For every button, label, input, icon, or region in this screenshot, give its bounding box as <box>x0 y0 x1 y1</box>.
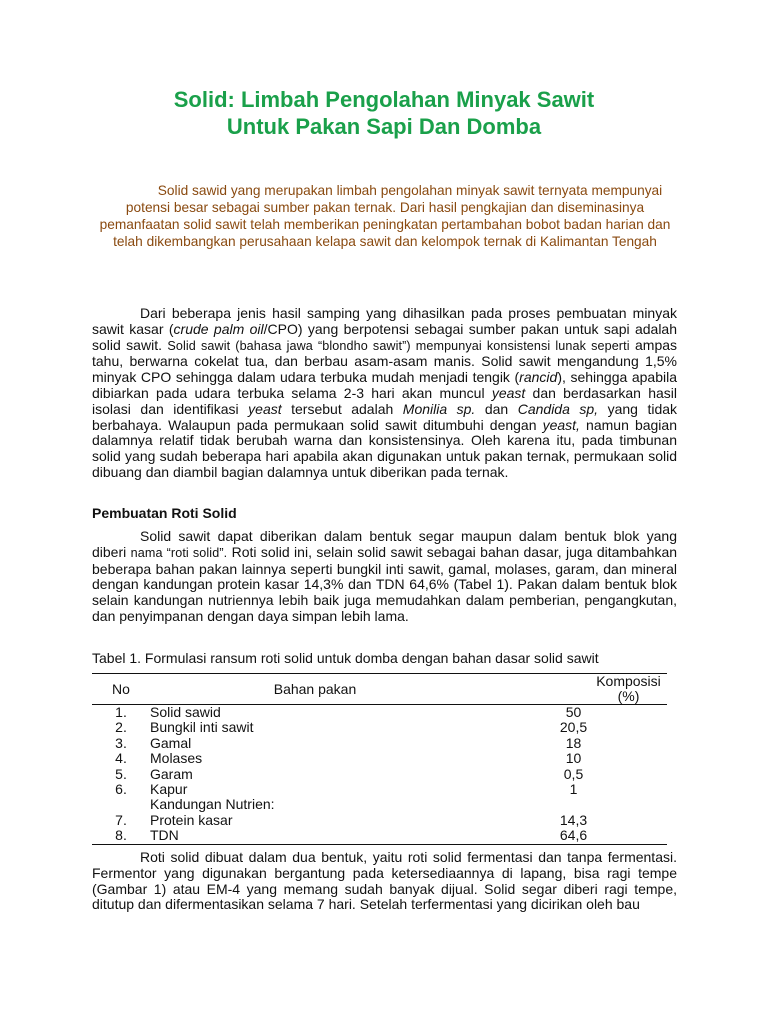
table-header-row <box>92 674 667 705</box>
header-no: No <box>112 680 130 697</box>
title-line-2: Untuk Pakan Sapi Dan Domba <box>226 114 542 139</box>
paragraph-intro: Dari beberapa jenis hasil samping yang dihasilkan pada proses pembuatan minyak sawit kasar (crude palm oil/CPO) yang berpotensi sebagai sumber pakan untuk sapi adalah solid sawit. Solid sawit (bahasa jawa “blondho sawit”) mempunyai konsistensi lunak seperti ampas tahu, berwarna cokelat tua, dan berbau asam-asam manis. Solid sawit mengandung 1,5% minyak CPO sehingga dalam udara terbuka mudah menjadi tengik (rancid), sehingga apabila dibiarkan pada udara terbuka selama 2-3 hari akan muncul yeast dan berdasarkan hasil isolasi dan identifikasi yeast tersebut adalah Monilia sp. dan Candida sp, yang tidak berbahaya. Walaupun pada permukaan solid sawit ditumbuhi dengan yeast, namun bagian dalamnya relatif tidak berubah warna dan konsistensinya. Oleh karena itu, pada timbunan solid yang sudah beberapa hari apabila akan digunakan untuk pakan ternak, permukaan solid dibuang dan diambil bagian dalamnya untuk diberikan pada ternak. <box>92 305 678 480</box>
table-row: 2. Bungkil inti sawit 20,5 <box>115 719 588 736</box>
blondho-note: Solid sawit (bahasa jawa “blondho sawit”) mempunyai konsistensi lunak seperti <box>167 338 630 353</box>
page-title <box>0 86 768 140</box>
table-row: 7. Protein kasar 14,3 <box>115 811 588 828</box>
paragraph-roti-solid: Solid sawit dapat diberikan dalam bentuk segar maupun dalam bentuk blok yang diberi nama “roti solid”. Roti solid ini, selain solid sawit sebagai bahan dasar, juga ditambahkan beberapa bahan pakan lainnya seperti bungkil inti sawit, gamal, molases, garam, dan mineral dengan kandungan protein kasar 14,3% dan TDN 64,6% (Tabel 1). Pakan dalam bentuk blok selain kandungan nutriennya lebih baik juga memudahkan dalam pemberian, pengangkutan, dan penyimpanan dengan daya simpan lebih lama. <box>92 528 678 624</box>
abstract-text: Solid sawid yang merupakan limbah pengolahan minyak sawit ternyata mempunyai potensi besar sebagai sumber pakan ternak. Dari hasil pengkajian dan diseminasinya pemanfaatan solid sawit telah memberikan peningkatan pertambahan bobot badan harian dan telah dikembangkan perusahaan kelapa sawit dan kelompok ternak di Kalimantan Tengah <box>99 183 671 249</box>
table-caption: Tabel 1. Formulasi ransum roti solid untuk domba dengan bahan dasar solid sawit <box>92 650 599 666</box>
paragraph-fermentation: Roti solid dibuat dalam dua bentuk, yaitu roti solid fermentasi dan tanpa fermentasi. Fermentor yang digunakan bergantung pada ketersediaannya di lapang, bisa ragi tempe (Gambar 1) atau EM-4 yang memang sudah banyak dijual. Solid segar diberi ragi tempe, ditutup dan difermentasikan selama 7 hari. Setelah terfermentasi yang dicirikan oleh bau <box>92 849 677 913</box>
abstract-paragraph <box>92 182 678 250</box>
table-row: 1. Solid sawid 50 <box>115 704 582 720</box>
table-row: 8. TDN 64,6 <box>92 828 667 844</box>
table-row: 6. Kapur 1 <box>115 781 578 798</box>
title-line-1: Solid: Limbah Pengolahan Minyak Sawit <box>173 87 595 112</box>
section-heading: Pembuatan Roti Solid <box>92 505 237 521</box>
table-row: Kandungan Nutrien: <box>150 796 275 813</box>
table-row: 4. Molases 10 <box>115 750 582 767</box>
header-bahan-pakan: Bahan pakan <box>273 680 357 697</box>
table-row: 5. Garam 0,5 <box>115 765 584 782</box>
formulation-table <box>92 673 667 845</box>
header-komposisi: Komposisi (%) <box>596 673 661 704</box>
table-row: 3. Gamal 18 <box>115 734 582 751</box>
